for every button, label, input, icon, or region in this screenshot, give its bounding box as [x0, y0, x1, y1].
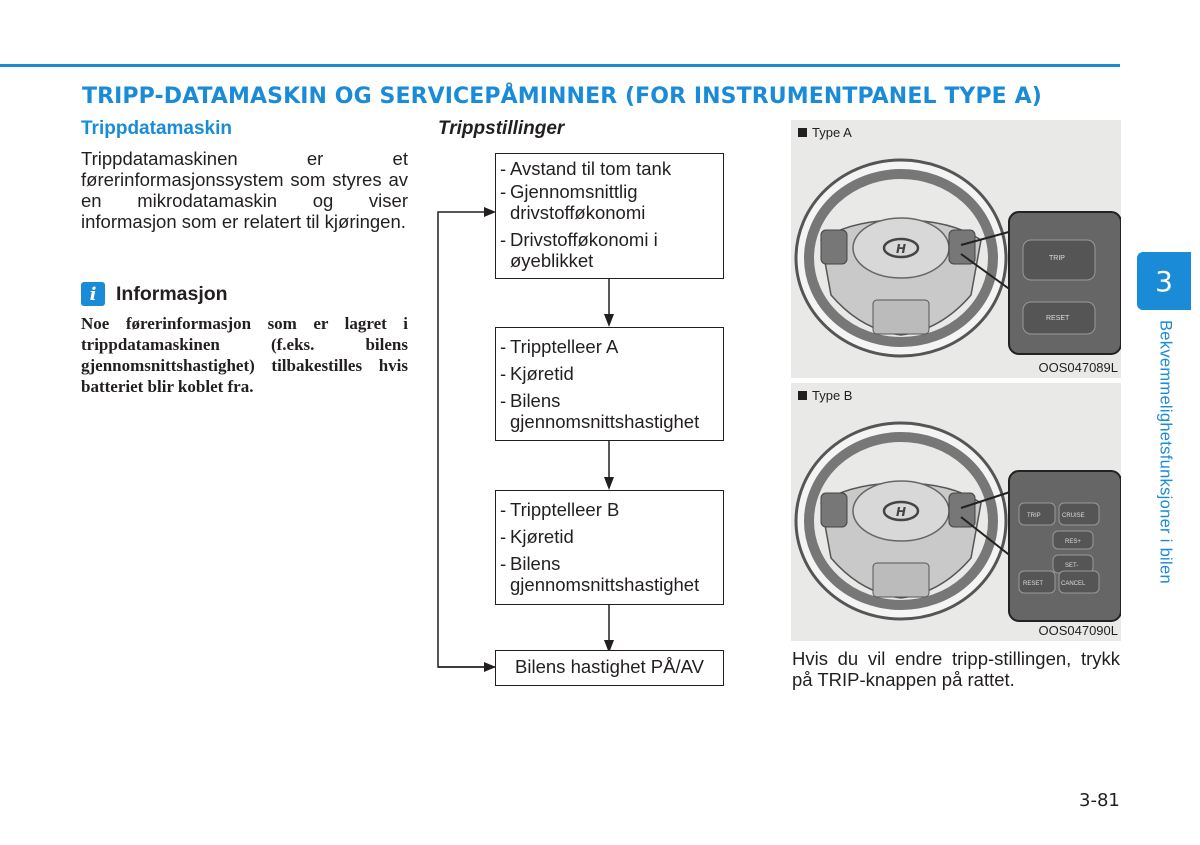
info-title: Informasjon: [116, 282, 228, 305]
page-title: TRIPP-DATAMASKIN OG SERVICEPÅMINNER (FOR INSTRUMENTPANEL TYPE A): [82, 84, 1042, 109]
svg-text:SET-: SET-: [1065, 563, 1079, 569]
figure-label: Type B: [798, 388, 852, 403]
svg-text:RESET: RESET: [1023, 581, 1044, 587]
figure-code: OOS047089L: [1038, 360, 1118, 375]
svg-text:H: H: [896, 505, 907, 519]
flow-item: Gjennomsnittlig drivstofføkonomi: [510, 181, 646, 223]
steering-wheel-illustration: [791, 383, 1121, 641]
flow-box-trip-b: - Tripptelleer B - Kjøretid - Bilens gjennomsnittshastighet: [495, 490, 724, 605]
figure-code: OOS047090L: [1038, 623, 1118, 638]
svg-text:RES+: RES+: [1065, 539, 1081, 545]
body-paragraph: Trippdatamaskinen er et førerinformasjonssystem som styres av en mikrodatamaskin og viser informasjon som er relatert til kjøringen.: [81, 148, 408, 232]
section-title: Trippdatamaskin: [81, 118, 232, 139]
flow-item: Avstand til tom tank: [510, 158, 672, 179]
figure-label: Type A: [798, 125, 852, 140]
figure-type-a: [791, 120, 1121, 378]
svg-text:TRIP: TRIP: [1027, 513, 1041, 519]
flow-loop-line: [438, 212, 495, 667]
flow-item: Bilens gjennomsnittshastighet: [510, 553, 700, 595]
flow-item: Bilens gjennomsnittshastighet: [510, 390, 700, 432]
info-paragraph: Noe førerinformasjon som er lagret i trippdatamaskinen (f.eks. bilens gjennomsnittshastighet) tilbakestilles hvis batteriet blir koblet fra.: [81, 314, 408, 396]
svg-text:CRUISE: CRUISE: [1062, 513, 1085, 519]
chapter-tab: 3: [1137, 252, 1191, 310]
flow-item: Drivstofføkonomi i øyeblikket: [510, 229, 658, 271]
flow-box-trip-a: - Tripptelleer A - Kjøretid - Bilens gjennomsnittshastighet: [495, 327, 724, 441]
steering-wheel-illustration: [791, 120, 1121, 378]
flow-item: Tripptelleer B: [510, 499, 620, 520]
svg-text:H: H: [896, 242, 907, 256]
page-number: 3-81: [1079, 790, 1120, 811]
flow-item: Bilens hastighet PÅ/AV: [515, 656, 704, 677]
svg-text:CANCEL: CANCEL: [1061, 581, 1086, 587]
flow-box-speed: [495, 650, 724, 686]
flow-item: Kjøretid: [510, 363, 574, 384]
info-icon: i: [81, 282, 105, 306]
flow-box-fuel: - Avstand til tom tank - Gjennomsnittlig drivstofføkonomi - Drivstofføkonomi i øyeblikket: [495, 153, 724, 279]
figure-type-b: [791, 383, 1121, 641]
flowchart-title: Trippstillinger: [438, 118, 565, 139]
chapter-name: Bekvemmelighetsfunksjoner i bilen: [1156, 320, 1175, 584]
flow-item: Tripptelleer A: [510, 336, 619, 357]
trip-button-label: TRIP: [1049, 255, 1065, 262]
figure-caption: Hvis du vil endre tripp-stillingen, trykk på TRIP-knappen på rattet.: [792, 648, 1120, 690]
reset-button-label: RESET: [1046, 315, 1070, 322]
flow-item: Kjøretid: [510, 526, 574, 547]
